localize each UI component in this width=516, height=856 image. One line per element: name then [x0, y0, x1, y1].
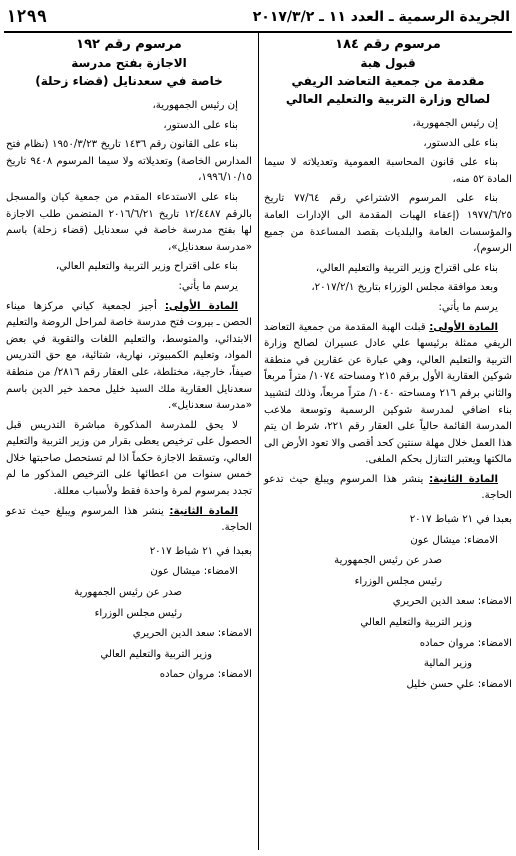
preamble-line: إن رئيس الجمهورية،: [152, 100, 238, 111]
column-divider: [258, 33, 259, 850]
article-one: [6, 299, 252, 415]
decree-192-column: [6, 36, 252, 852]
decree-formula: يرسم ما يأتي:: [178, 280, 238, 292]
decree-subtitle: خاصة في سعدنايل (قضاء زحلة): [35, 74, 223, 88]
signature-line: الامضاء: ميشال عون: [410, 534, 498, 546]
signature-line: وزير التربية والتعليم العالي: [100, 648, 212, 660]
signature-line: رئيس مجلس الوزراء: [354, 575, 442, 587]
preamble-line: بناء على اقتراح وزير التربية والتعليم العالي،: [55, 261, 238, 273]
signature-line: الامضاء: مروان حماده: [159, 669, 252, 681]
signature-line: الامضاء: سعد الدين الحريري: [132, 628, 252, 640]
decree-subtitle: قبول هبة: [360, 56, 416, 70]
decree-184-column: [264, 36, 512, 852]
signature-line: الامضاء: سعد الدين الحريري: [392, 596, 512, 608]
decree-formula: يرسم ما يأتي:: [438, 301, 498, 313]
preamble-line: وبعد موافقة مجلس الوزراء بتاريخ ٢٠١٧/٢/١،: [311, 282, 498, 294]
signature-line: وزير التربية والتعليم العالي: [360, 617, 472, 629]
article-two: [264, 472, 512, 505]
article-label: المادة الثانية:: [429, 473, 498, 485]
signature-line: الامضاء: ميشال عون: [150, 566, 238, 578]
preamble-line: بناء على الدستور،: [163, 119, 238, 131]
article-paragraph: لا يحق للمدرسة المذكورة مباشرة التدريس قبل الحصول على ترخيص يعطى بقرار من وزير التربية والتعليم العالي، وتسقط الاجازة حكماً اذا لم تستحصل صاحبتها خلال خمس سنوات من اعطائها على الترخيص المذكور ما لم تجدد بمرسوم لمرة واحدة فقط ولأسباب معللة.: [6, 419, 252, 498]
preamble-line: بناء على القانون رقم ١٤٣٦ تاريخ ١٩٥٠/٣/٢٣ (نظام فتح المدارس الخاصة) وتعديلاته ولا سيما المرسوم ٩٤٠٨ تاريخ ١٩٩٦/١٠/١٥،: [6, 139, 252, 184]
signature-line: الامضاء: مروان حماده: [419, 637, 512, 649]
article-two: [6, 504, 252, 537]
signature-line: صدر عن رئيس الجمهورية: [334, 555, 442, 567]
article-one: [264, 320, 512, 469]
signature-line: وزير المالية: [423, 658, 472, 670]
preamble-line: بناء على الاستدعاء المقدم من جمعية كيان والمسجل بالرقم ١٢/٤٤٨٧ تاريخ ٢٠١٦/٦/٢١ المتضمن طلب الاجازة لها بفتح مدرسة خاصة في سعدنايل (قضاء زحلة) باسم «مدرسة سعدنايل»،: [6, 191, 252, 253]
preamble-line: بناء على قانون المحاسبة العمومية وتعديلاته لا سيما المادة ٥٢ منه،: [264, 157, 512, 185]
preamble-line: إن رئيس الجمهورية،: [412, 118, 498, 129]
decree-title: مرسوم رقم ١٩٢: [76, 37, 182, 52]
signature-line: الامضاء: علي حسن خليل: [406, 678, 512, 690]
preamble-line: بناء على اقتراح وزير التربية والتعليم العالي،: [315, 262, 498, 274]
signature-line: صدر عن رئيس الجمهورية: [74, 587, 182, 599]
article-label: المادة الثانية:: [169, 505, 238, 517]
page-number: ١٢٩٩: [6, 7, 47, 27]
preamble-line: بناء على الدستور،: [423, 137, 498, 149]
decree-subtitle: لصالح وزارة التربية والتعليم العالي: [285, 92, 491, 106]
issue-date: بعبدا في ٢١ شباط ٢٠١٧: [409, 514, 512, 526]
decree-subtitle: مقدمة من جمعية التعاضد الريفي: [291, 74, 485, 88]
preamble-line: بناء على المرسوم الاشتراعي رقم ٧٧/٦٤ تاريخ ١٩٧٧/٦/٢٥ (إعفاء الهبات المقدمة الى الإدارات العامة والمؤسسات العامة والبلديات بقصد المساعدة من جميع الرسوم)،: [264, 193, 512, 255]
signature-line: رئيس مجلس الوزراء: [94, 607, 182, 619]
journal-issue-line: الجريدة الرسمية ـ العدد ١١ ـ ٢٠١٧/٣/٢: [252, 9, 510, 25]
decree-subtitle: الاجازة بفتح مدرسة: [71, 56, 187, 70]
decree-title: مرسوم رقم ١٨٤: [335, 37, 441, 52]
article-text: قبلت الهبة المقدمة من جمعية التعاضد الريفي ممثلة برئيسها علي عادل عسيران لصالح وزارة التربية والتعليم العالي، وهي عبارة عن عقارين في منطقة شوكين العقارية الأول برقم ٢١٥ ومساحته ١٠٧٤/ متراً مربعاً والثاني برقم ٢١٦ ومساحته ١٠٤٠/ متراً مربعاً، وذلك لتشييد بناء اضافي لمدرسة شوكين الرسمية وتوسعة ملاعب المدرسة القائمة حالياً على العقار رقم ٢٢١، شرط ان يتم هذا العمل خلال مهلة سنتين كحد أقصى والا تعود الأرض الى مالكتها ويعتبر التنازل بحكم الملغى.: [264, 321, 512, 466]
issue-date: بعبدا في ٢١ شباط ٢٠١٧: [149, 545, 252, 557]
article-text: أجيز لجمعية كياني مركزها ميناء الحصن ـ بيروت فتح مدرسة خاصة لمراحل الروضة والتعليم الابتدائي، والمتوسط، والتعليم اللغات والتقوية في بعض المواد، وتعليم الكمبيوتر، نهارية، شتائية، مع حق التدريس صيفاً، خارجية، مختلطة، على العقار رقم ٢٨١٦/ من منطقة سعدنايل العقارية ملك السيد خليل محمد خير الدين باسم «مدرسة سعدنايل».: [6, 300, 252, 412]
article-label: المادة الأولى:: [164, 300, 238, 312]
article-text: ينشر هذا المرسوم ويبلغ حيث تدعو الحاجة.: [6, 505, 252, 534]
page-header: [6, 4, 510, 30]
article-text: ينشر هذا المرسوم ويبلغ حيث تدعو الحاجة.: [264, 473, 512, 502]
article-label: المادة الأولى:: [429, 321, 498, 333]
